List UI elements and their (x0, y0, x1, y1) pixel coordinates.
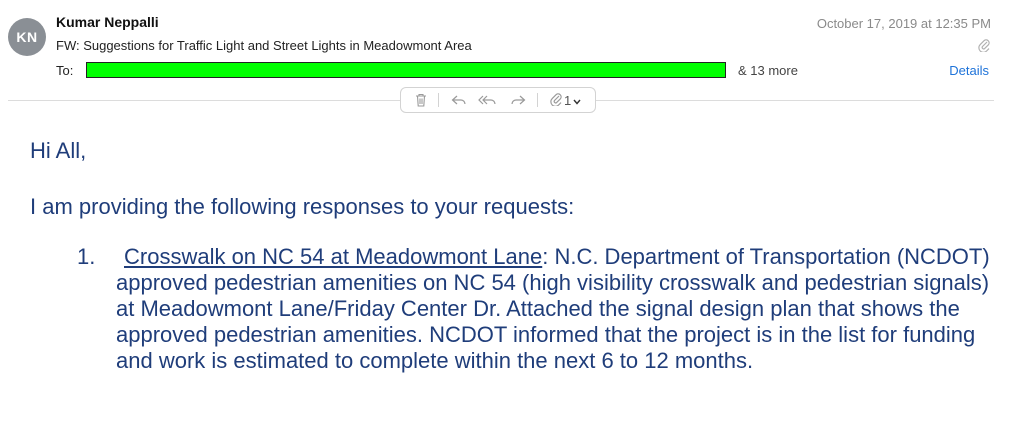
attachment-count: 1 (563, 92, 572, 108)
list-item-text: : N.C. Department of Transportation (NCDOT) approved pedestrian amenities on NC 54 (high visibility crosswalk and pedestrian signals) at Meadowmont Lane/Friday Center Dr. Attached the signal design plan that shows the approved pedestrian amenities. NCDOT informed that the project is in the list for funding and work is estimated to complete within the next 6 to 12 months. (116, 244, 990, 373)
list-item-title: Crosswalk on NC 54 at Meadowmont Lane (124, 244, 543, 269)
greeting: Hi All, (30, 138, 87, 163)
to-label: To: (56, 62, 74, 78)
attachment-indicator-icon (978, 38, 990, 55)
chevron-down-icon (573, 93, 581, 108)
response-list (30, 244, 1010, 374)
toolbar-separator (438, 93, 439, 107)
avatar: KN (8, 18, 46, 56)
details-link[interactable]: Details (949, 63, 989, 78)
email-subject: FW: Suggestions for Traffic Light and Street Lights in Meadowmont Area (56, 38, 472, 53)
forward-icon[interactable] (510, 94, 526, 106)
attachment-icon (550, 92, 562, 109)
intro-paragraph: I am providing the following responses to your requests: (30, 194, 575, 219)
toolbar-separator (537, 93, 538, 107)
trash-icon[interactable] (415, 93, 427, 107)
reply-all-icon[interactable] (478, 94, 498, 106)
list-item-number: 1. (77, 244, 96, 269)
more-recipients[interactable]: & 13 more (738, 62, 798, 78)
email-date: October 17, 2019 at 12:35 PM (816, 16, 991, 31)
message-toolbar (400, 87, 596, 113)
redacted-recipients (86, 62, 726, 78)
reply-icon[interactable] (451, 94, 467, 106)
list-item (30, 244, 1010, 374)
recipients-row (56, 62, 798, 78)
sender-name: Kumar Neppalli (56, 14, 159, 30)
message-body (30, 138, 1010, 374)
attachments-menu[interactable] (550, 92, 581, 109)
